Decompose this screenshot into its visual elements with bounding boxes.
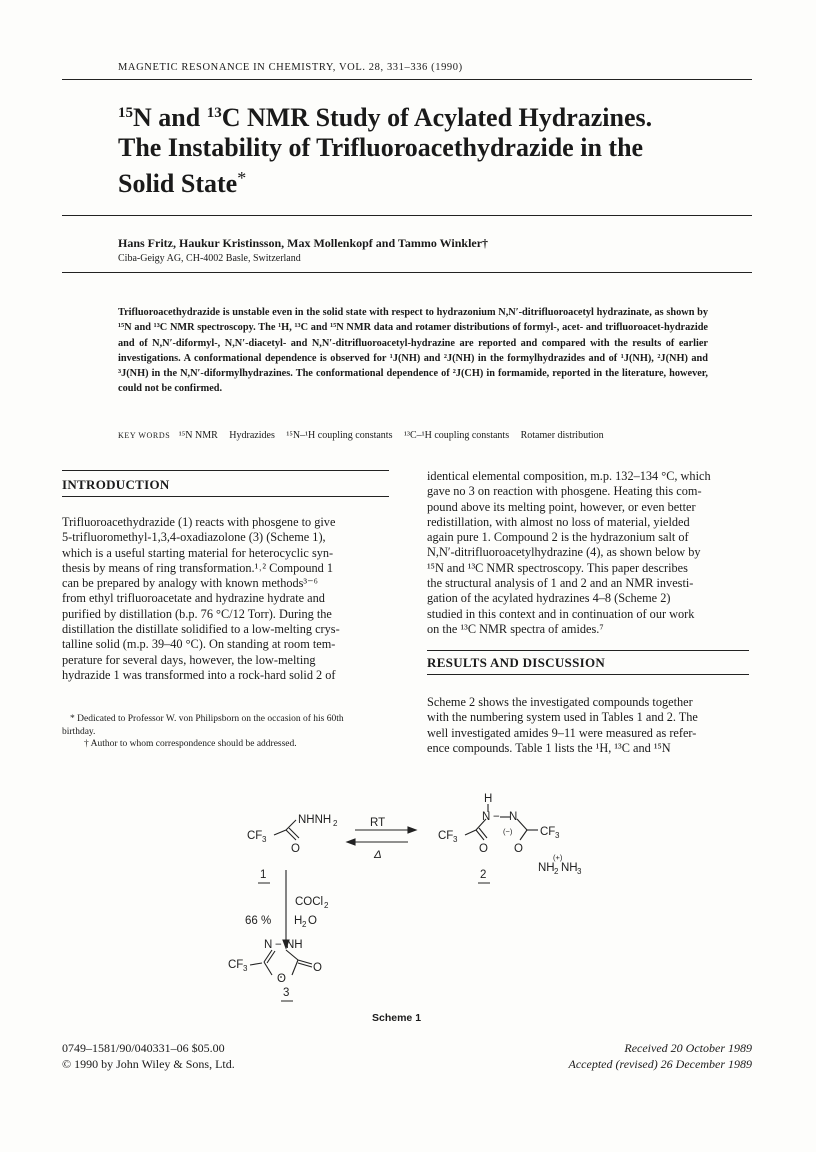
journal-header: MAGNETIC RESONANCE IN CHEMISTRY, VOL. 28, 331–336 (1990) [118,62,463,73]
keyword: Rotamer distribution [520,430,604,441]
text-line: Scheme 2 shows the investigated compounds together [427,695,693,709]
intro-bottom-rule [62,496,389,497]
compound-label: 1 [260,869,267,881]
results-top-rule [427,650,749,651]
text-line: well investigated amides 9–11 were measured as refer- [427,725,697,740]
received-date: Received 20 October 1989 [624,1041,752,1055]
authors-rule [62,272,752,273]
reagent-label: COCl [295,896,324,908]
bond [250,963,262,965]
footnotes [62,713,372,751]
text-line: ence compounds. Table 1 lists the ¹H, ¹³C and ¹⁵N [427,740,671,755]
atom-label: − [275,939,282,951]
keywords-label: KEY WORDS [118,431,171,440]
atom-label: CF [247,830,263,842]
paper-title: $^{15}$N and $^{13}$C NMR Study of Acylated Hydrazines. The Instability of Trifluoroacethydrazide in the Solid State* [118,103,653,198]
results-body [427,695,749,756]
article-code: 0749–1581/90/040331–06 $05.00 [62,1041,225,1055]
text-line: thesis by means of ring transformation.¹˒² Compound 1 [62,560,334,575]
author-list: Hans Fritz, Haukur Kristinsson, Max Mollenkopf and Tammo Winkler† [118,236,489,250]
bond [465,830,476,835]
text-line: distillation the distillate solidified to a low-melting crys- [62,622,340,637]
bond [286,830,296,840]
text-line: which is a useful starting material for heterocyclic syn- [62,545,334,560]
atom-label: NH [286,939,303,951]
header-rule [62,79,752,80]
yield-label: 66 % [245,915,272,927]
keyword: ¹⁵N–¹H coupling constants [286,430,393,441]
atom-label: O [514,843,523,855]
charge-label: (+) [553,853,563,862]
bond [286,820,296,830]
keyword: Hydrazides [229,430,275,441]
reagent-label: O [308,915,317,927]
atom-label: CF [228,959,244,971]
atom-label: CF [438,830,454,842]
arrowhead [408,827,416,833]
atom-label: NH [561,862,578,874]
text-line: Trifluoroacethydrazide (1) reacts with phosgene to give [62,515,336,529]
arrowhead [347,839,355,845]
title-rule [62,215,752,216]
bond [274,830,286,835]
atom-label: 3 [577,867,582,876]
atom-label: O [291,843,300,855]
footer-right [520,1040,752,1072]
text-line: N,N′-ditrifluoroacetylhydrazine (4), as shown below by [427,545,701,560]
bond [264,950,272,962]
text-line: 5-trifluoromethyl-1,3,4-oxadiazolone (3) (Scheme 1), [62,530,326,545]
bond [292,960,298,975]
text-line: gation of the acylated hydrazines 4–8 (Scheme 2) [427,591,671,606]
reagent-label: H [294,915,303,927]
text-line: hydrazide 1 was transformed into a rock-hard solid 2 of [62,667,336,682]
text-line: can be prepared by analogy with known methods³⁻⁶ [62,576,318,591]
scheme-caption: Scheme 1 [372,1012,422,1024]
abstract: Trifluoroacethydrazide is unstable even in the solid state with respect to hydrazonium N,N′-ditrifluoroacetyl hydrazinate, as shown by ¹⁵N and ¹³C NMR spectroscopy. The ¹H, ¹³C and ¹⁵N NMR data and rotamer distributions of formyl-, acet- and trifluoroacet-hydrazide and of N,N′-diformyl-, N,N′-diacetyl- and N,N′-ditrifluoroacetyl-hydrazine are reported and compared with the results of earlier investigations. A conformational dependence is observed for ¹J(NH) and ²J(NH) in the formylhydrazides and of ¹J(NH), ²J(NH) and ³J(NH) in the N,N′-diformylhydrazines. The conformational dependence of ²J(CH) in formamide, reported in the literature, however, could not be confirmed. [118,307,708,395]
footnote-dedication: * Dedicated to Professor W. von Philipsborn on the occasion of his 60th birthday. [62,714,344,737]
accepted-date: Accepted (revised) 26 December 1989 [568,1057,752,1071]
text-line: on the ¹³C NMR spectra of amides.⁷ [427,621,604,636]
bond [264,962,272,975]
bond [520,830,527,840]
reagent-subscript: 2 [324,901,329,910]
atom-label: 3 [243,964,248,973]
charge-label: (−) [503,827,513,836]
text-line: talline solid (m.p. 39–40 °C). On standing at room tem- [62,637,336,652]
text-line: studied in this context and in continuation of our work [427,606,695,621]
atom-label: CF [540,826,556,838]
atom-label: H [484,793,493,805]
atom-label: 3 [555,831,560,840]
intro-top-rule [62,470,389,471]
keyword: ¹³C–¹H coupling constants [403,430,510,441]
atom-label: 2 [333,819,338,828]
text-line: again pure 1. Compound 2 is the hydrazonium salt of [427,530,689,545]
atom-label: NH [538,862,555,874]
bond [479,828,487,838]
atom-label: 3 [453,835,458,844]
atom-label: O [479,843,488,855]
text-line: identical elemental composition, m.p. 132–134 °C, which [427,469,711,483]
affiliation: Ciba-Geigy AG, CH-4002 Basle, Switzerland [118,253,301,264]
bond [267,951,275,963]
text-line: the structural analysis of 1 and 2 and an NMR investi- [427,576,694,591]
text-line: ¹⁵N and ¹³C NMR spectroscopy. This paper describes [427,560,688,575]
arrow-forward-label: RT [370,817,386,829]
title-footnote-mark: * [237,168,247,188]
bond [517,819,527,830]
atom-label: N [509,811,518,823]
footnote-correspondence: † Author to whom correspondence should be addressed. [84,739,297,749]
text-line: perature for several days, however, the low-melting [62,652,316,667]
scheme-1-figure [0,790,816,1010]
right-column-body [427,469,749,637]
intro-heading: INTRODUCTION [62,477,170,492]
atom-label: O [277,973,286,985]
atom-label: N [482,811,491,823]
text-line: purified by distillation (b.p. 76 °C/12 Torr). During the [62,606,332,621]
text-line: with the numbering system used in Tables 1 and 2. The [427,710,698,725]
bond [286,950,298,960]
bond [289,828,299,838]
footer-left [62,1040,235,1072]
text-line: gave no 3 on reaction with phosgene. Heating this com- [427,484,702,499]
results-heading: RESULTS AND DISCUSSION [427,655,606,670]
keywords [118,430,613,441]
atom-label: − [493,811,500,823]
compound-label: 2 [480,869,487,881]
atom-label: 2 [554,867,559,876]
atom-label: O [313,962,322,974]
intro-body [62,515,389,683]
results-bottom-rule [427,674,749,675]
text-line: redistillation, with almost no loss of material, yielded [427,514,690,529]
arrow-back-label: Δ [374,849,382,861]
reagent-subscript: 2 [302,920,307,929]
atom-label: NHNH [298,814,332,826]
bond [476,830,484,840]
keyword: ¹⁵N NMR [178,430,218,441]
atom-label: 3 [262,835,267,844]
copyright: © 1990 by John Wiley & Sons, Ltd. [62,1057,235,1071]
text-line: from ethyl trifluoroacetate and hydrazine hydrate and [62,591,325,606]
compound-label: 3 [283,987,290,999]
text-line: pound above its melting point, however, or even better [427,499,696,514]
atom-label: N [264,939,273,951]
